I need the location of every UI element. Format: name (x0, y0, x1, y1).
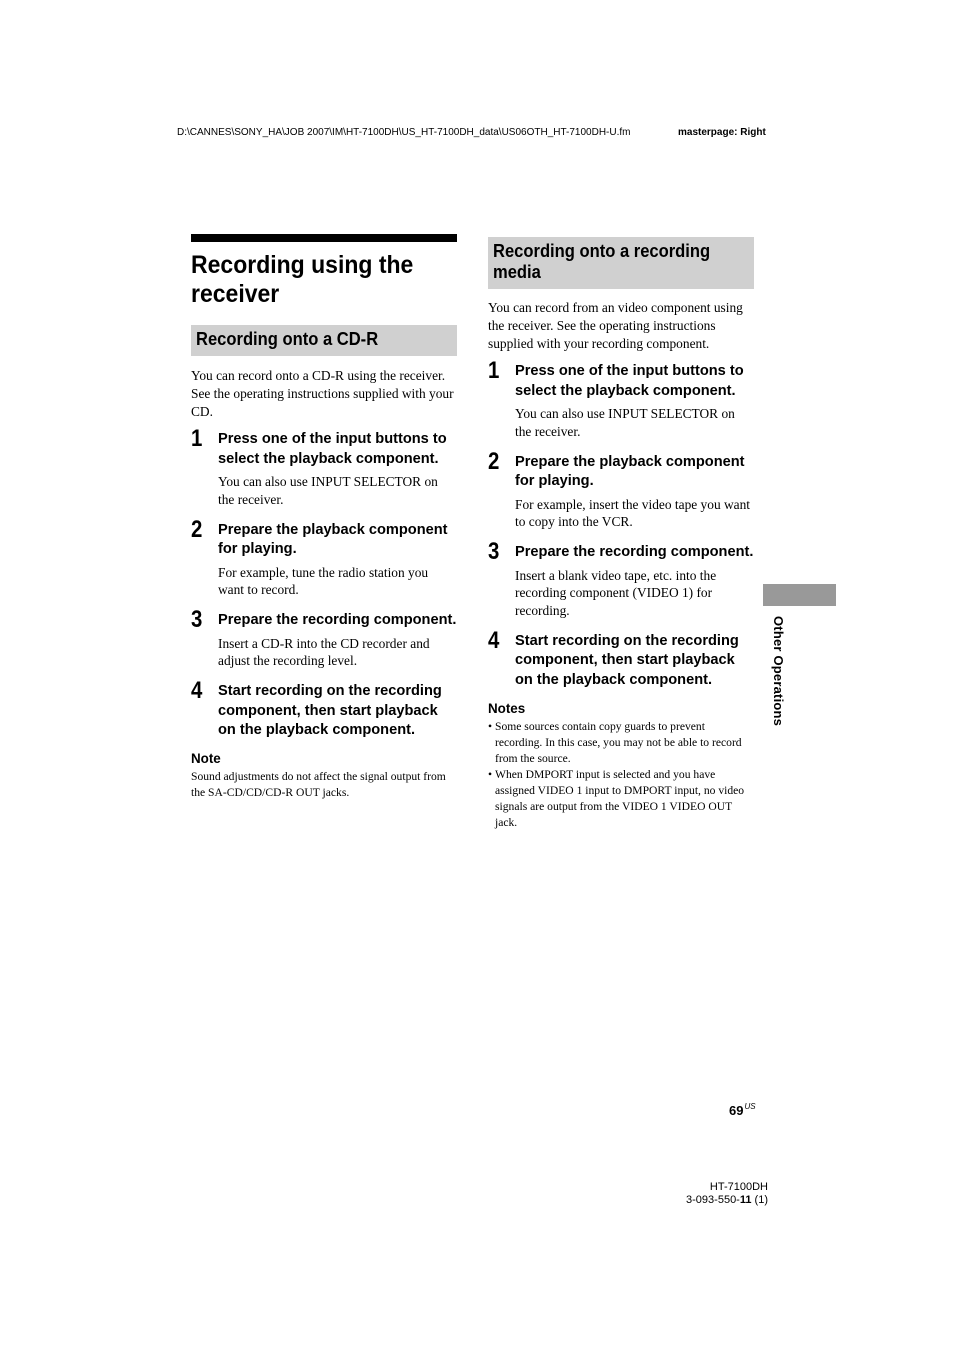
step-number: 1 (191, 425, 203, 453)
footer-code (683, 1194, 768, 1207)
footer-code-bold: 11 (739, 1194, 752, 1206)
step-body: For example, insert the video tape you want to copy into the VCR. (515, 496, 751, 530)
section-tab-label: Other Operations (771, 616, 786, 727)
section-heading-line1: Recording onto a recording (493, 241, 711, 261)
step-number: 1 (488, 357, 500, 385)
step-body: Insert a blank video tape, etc. into the recording component (VIDEO 1) for recording. (515, 567, 717, 619)
step-number: 2 (488, 447, 500, 475)
section-heading-line2: media (493, 262, 541, 282)
step-title: Prepare the playback component for playing. (515, 453, 745, 490)
notes-list (488, 719, 754, 831)
section-heading-text: Recording onto a CD-R (196, 329, 379, 349)
step-3 (191, 606, 457, 670)
step-2 (488, 447, 754, 531)
footer-model-info (683, 1181, 768, 1207)
page-title: Recording using the receiver (191, 251, 414, 308)
step-title: Prepare the playback component for playing. (218, 521, 448, 558)
page-number (729, 1103, 756, 1118)
step-3 (488, 538, 754, 620)
step-4 (191, 677, 457, 740)
intro-paragraph: You can record from an video component using the receiver. See the operating instructions supplied with your recording component. (488, 300, 743, 351)
note-text: Sound adjustments do not affect the signal output from the SA-CD/CD/CD-R OUT jacks. (191, 770, 446, 800)
header-file-path: D:\CANNES\SONY_HA\JOB 2007\IM\HT-7100DH\US_HT-7100DH_data\US06OTH_HT-7100DH-U.fm (177, 127, 631, 138)
step-number: 3 (191, 606, 203, 634)
intro-paragraph: You can record onto a CD-R using the receiver. See the operating instructions supplied with your CD. (191, 368, 454, 419)
step-1 (191, 425, 457, 508)
step-body: You can also use INPUT SELECTOR on the receiver. (515, 406, 735, 439)
right-column (488, 237, 754, 831)
step-title: Start recording on the recording component, then start playback on the playback component. (515, 633, 739, 688)
step-title: Prepare the recording component. (515, 544, 754, 561)
section-heading-cdr (191, 325, 457, 356)
footer-code-prefix: 3-093-550- (686, 1194, 740, 1206)
page-number-value: 69 (729, 1103, 744, 1118)
title-rule (191, 234, 457, 242)
step-number: 3 (488, 538, 500, 566)
note-item: • When DMPORT input is selected and you have assigned VIDEO 1 input to DMPORT input, no video signals are output from the VIDEO 1 VIDEO OUT jack. (488, 767, 754, 831)
step-title: Press one of the input buttons to select the playback component. (218, 431, 447, 467)
step-4 (488, 627, 754, 690)
header-masterpage: masterpage: Right (678, 127, 766, 138)
step-title: Prepare the recording component. (218, 612, 457, 629)
step-number: 4 (191, 677, 203, 705)
step-title: Press one of the input buttons to select the playback component. (515, 363, 744, 399)
left-column (191, 234, 457, 801)
footer-code-suffix: (1) (751, 1194, 768, 1206)
step-title: Start recording on the recording component, then start playback on the playback component. (218, 683, 442, 739)
step-1 (488, 357, 754, 440)
step-number: 4 (488, 627, 500, 654)
step-body: Insert a CD-R into the CD recorder and adjust the recording level. (218, 635, 430, 669)
step-2 (191, 515, 457, 599)
section-tab (763, 584, 836, 606)
page-number-suffix: US (744, 1102, 756, 1111)
notes-heading: Notes (488, 701, 526, 717)
step-body: For example, tune the radio station you want to record. (218, 564, 429, 598)
step-body: You can also use INPUT SELECTOR on the receiver. (218, 474, 438, 507)
footer-model: HT-7100DH (709, 1181, 768, 1193)
note-heading: Note (191, 751, 221, 767)
step-number: 2 (191, 515, 203, 543)
note-item: • Some sources contain copy guards to prevent recording. In this case, you may not be able to record from the source. (488, 719, 754, 767)
section-heading-media (488, 237, 754, 289)
